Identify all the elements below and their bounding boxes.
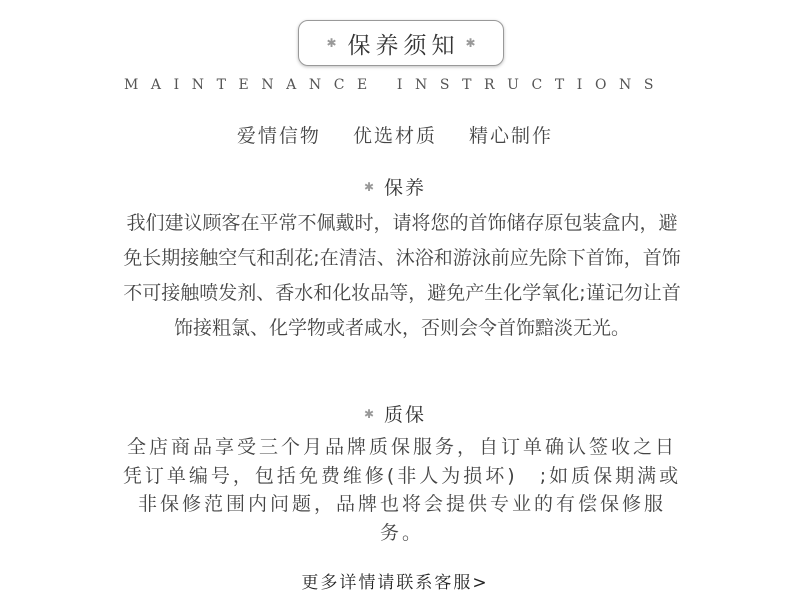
section-heading-warranty bbox=[0, 400, 790, 427]
tagline-item: 优选材质 bbox=[352, 125, 437, 147]
title-box bbox=[298, 20, 504, 66]
tagline-item: 精心制作 bbox=[469, 125, 554, 147]
section-heading-label: 保养 bbox=[384, 177, 427, 199]
star-icon: ✱ bbox=[363, 179, 377, 194]
contact-service-link[interactable]: 更多详情请联系客服> bbox=[301, 573, 489, 593]
star-icon: ✱ bbox=[363, 406, 377, 421]
section-heading-maintenance bbox=[0, 173, 790, 200]
english-subtitle: MAINTENANCE INSTRUCTIONS bbox=[123, 77, 667, 93]
star-icon: ✱ bbox=[326, 36, 337, 50]
page-title: 保养须知 bbox=[347, 32, 460, 59]
tagline bbox=[0, 121, 790, 148]
warranty-text: 全店商品享受三个月品牌质保服务，自订单确认签收之日凭订单编号，包括免费维修(非人为损坏) ;如质保期满或非保修范围内问题，品牌也将会提供专业的有偿保修服务。 bbox=[122, 436, 682, 544]
maintenance-text: 我们建议顾客在平常不佩戴时，请将您的首饰储存原包装盒内，避免长期接触空气和刮花;在清洁、沐浴和游泳前应先除下首饰，首饰不可接触喷发剂、香水和化妆品等，避免产生化学氧化;谨记勿让首饰接粗氯、化学物或者咸水，否则会令首饰黯淡无光。 bbox=[123, 212, 681, 339]
tagline-item: 爱情信物 bbox=[236, 125, 321, 147]
section-heading-label: 质保 bbox=[384, 404, 427, 426]
star-icon: ✱ bbox=[465, 36, 476, 50]
